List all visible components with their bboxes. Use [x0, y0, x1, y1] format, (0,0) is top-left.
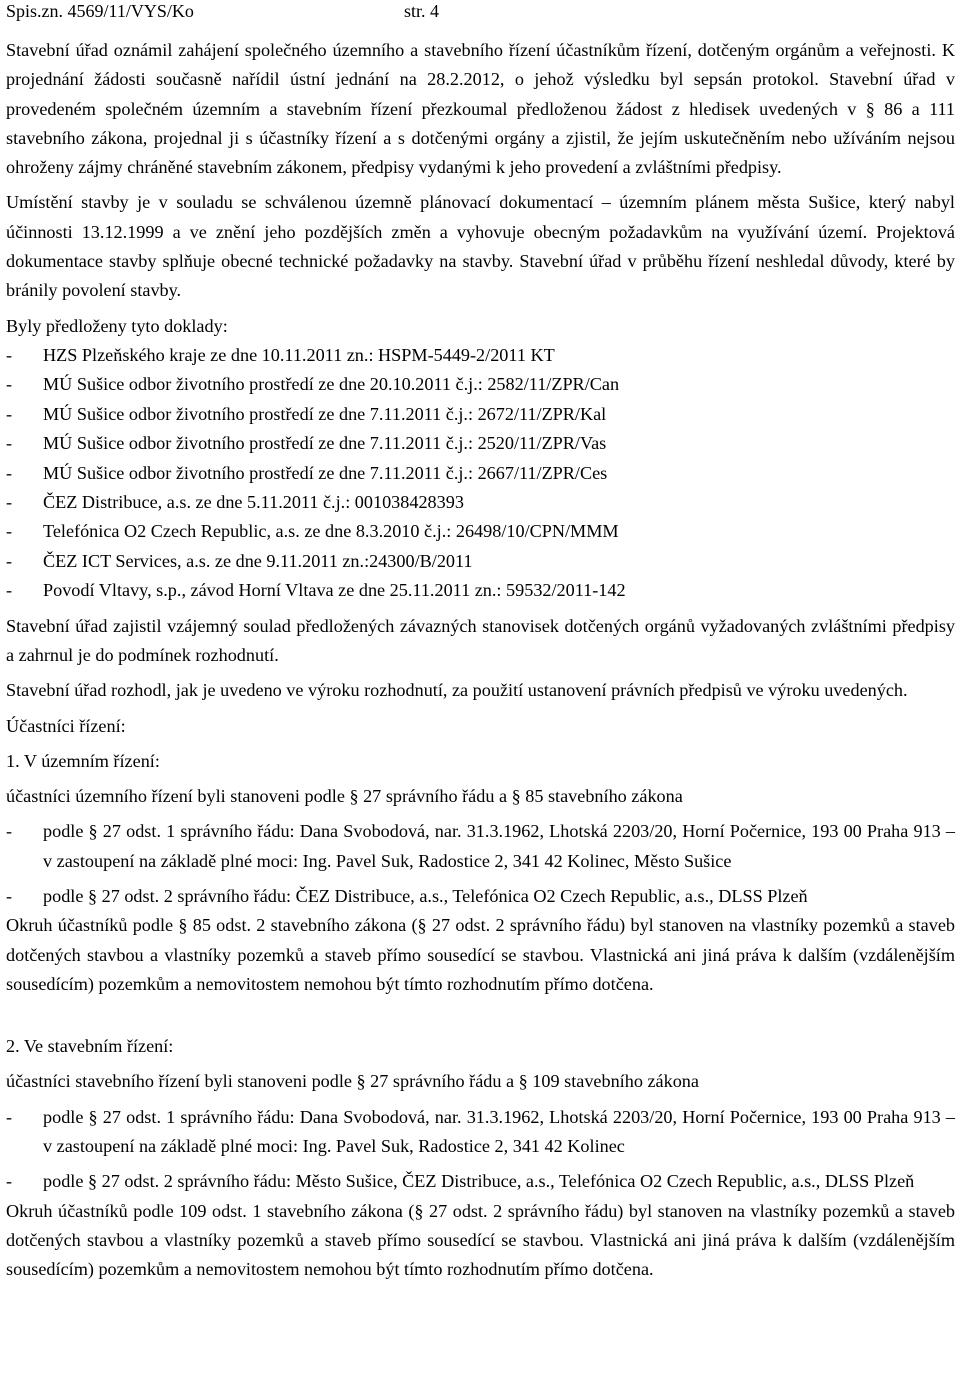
document-body [6, 36, 955, 1285]
file-reference: Spis.zn. 4569/11/VYS/Ko [6, 1, 194, 21]
list-dash: - [6, 821, 13, 842]
list-item [6, 1103, 955, 1162]
page-header [6, 0, 955, 28]
list-item-text: ČEZ ICT Services, a.s. ze dne 9.11.2011 zn.:24300/B/2011 [43, 550, 473, 571]
list-item-text: MÚ Sušice odbor životního prostředí ze dne 7.11.2011 č.j.: 2667/11/ZPR/Ces [43, 462, 608, 483]
list-dash: - [6, 492, 13, 512]
documents-list [6, 341, 955, 606]
section-2-circle: Okruh účastníků podle 109 odst. 1 stavebního zákona (§ 27 odst. 2 správního řádu) byl stanoven na vlastníky pozemků a staveb dotčených stavbou a vlastníky pozemků a staveb přímo sousedící se stavbou. Vlastnická ani jiná práva k dalším (vzdálenějším sousedícím) pozemkům a nemovitostem nemohou být tímto rozhodnutím přímo dotčena. [6, 1200, 955, 1280]
list-item-text: MÚ Sušice odbor životního prostředí ze dne 7.11.2011 č.j.: 2520/11/ZPR/Vas [43, 433, 607, 454]
list-dash: - [6, 374, 13, 395]
list-item [6, 429, 955, 458]
paragraph-announcement: Stavební úřad oznámil zahájení společného územního a stavebního řízení účastníkům řízení, dotčeným orgánům a veřejnosti. K projednání žádosti současně nařídil ústní jednání na 28.2.2012, o jehož výsledku byl sepsán protokol. Stavební úřad v provedeném společném územním a stavebním řízení přezkoumal předloženou žádost z hledisek uvedených v § 86 a 111 stavebního zákona, projednal ji s účastníky řízení a s dotčenými orgány a zjistil, že jejím uskutečněním nebo užíváním nejsou ohroženy zájmy chráněné stavebním zákonem, předpisy vydanými k jeho provedení a zvláštními předpisy. [6, 40, 955, 178]
list-item [6, 400, 955, 429]
page-number: str. 4 [404, 1, 440, 21]
list-item [6, 488, 955, 517]
list-dash: - [6, 886, 13, 906]
list-dash: - [6, 521, 13, 542]
section-1-heading: 1. V územním řízení: [6, 750, 160, 771]
list-item [6, 370, 955, 399]
list-item [6, 817, 955, 876]
list-item [6, 882, 955, 911]
list-dash: - [6, 344, 13, 365]
paragraph-decision: Stavební úřad rozhodl, jak je uvedeno ve výroku rozhodnutí, za použití ustanovení právních předpisů ve výroku uvedených. [6, 680, 908, 701]
section-1-participants [6, 817, 955, 911]
list-item-text: ČEZ Distribuce, a.s. ze dne 5.11.2011 č.j.: 001038428393 [43, 492, 464, 512]
section-2-heading: 2. Ve stavebním řízení: [6, 1036, 174, 1057]
section-1-intro: účastníci územního řízení byli stanoveni podle § 27 správního řádu a § 85 stavebního zákona [6, 786, 683, 807]
list-item-text: MÚ Sušice odbor životního prostředí ze dne 20.10.2011 č.j.: 2582/11/ZPR/Can [43, 374, 620, 395]
list-item-text: podle § 27 odst. 2 správního řádu: Město Sušice, ČEZ Distribuce, a.s., Telefónica O2 Czech Republic, a.s., DLSS Plzeň [43, 1171, 915, 1192]
list-item-text: Telefónica O2 Czech Republic, a.s. ze dne 8.3.2010 č.j.: 26498/10/CPN/MMM [43, 521, 619, 542]
list-item [6, 459, 955, 488]
section-2-participants [6, 1103, 955, 1197]
paragraph-zoning-compliance: Umístění stavby je v souladu se schválenou územně plánovací dokumentací – územním plánem města Sušice, který nabyl účinnosti 13.12.1999 a ve znění jeho pozdějších změn a vyhovuje obecným požadavkům na využívání území. Projektová dokumentace stavby splňuje obecné technické požadavky na stavby. Stavební úřad v průběhu řízení neshledal důvody, které by bránily povolení stavby. [6, 192, 955, 301]
list-item-text: podle § 27 odst. 2 správního řádu: ČEZ Distribuce, a.s., Telefónica O2 Czech Republic, a.s., DLSS Plzeň [43, 886, 808, 906]
list-item-text: podle § 27 odst. 1 správního řádu: Dana Svobodová, nar. 31.3.1962, Lhotská 2203/20, Horní Počernice, 193 00 Praha 913 – v zastoupení na základě plné moci: Ing. Pavel Suk, Radostice 2, 341 42 Kolinec [43, 1106, 955, 1157]
participants-heading: Účastníci řízení: [6, 715, 126, 736]
documents-intro: Byly předloženy tyto doklady: [6, 315, 228, 336]
list-item-text: HZS Plzeňského kraje ze dne 10.11.2011 zn.: HSPM-5449-2/2011 KT [43, 344, 555, 365]
list-dash: - [6, 1171, 13, 1192]
list-dash: - [6, 580, 13, 601]
list-dash: - [6, 403, 13, 424]
list-item-text: podle § 27 odst. 1 správního řádu: Dana Svobodová, nar. 31.3.1962, Lhotská 2203/20, Horní Počernice, 193 00 Praha 913 – v zastoupení na základě plné moci: Ing. Pavel Suk, Radostice 2, 341 42 Kolinec, Město Sušice [43, 821, 955, 871]
list-item [6, 341, 955, 370]
list-dash: - [6, 550, 13, 571]
list-dash: - [6, 462, 13, 483]
list-item [6, 547, 955, 576]
list-item-text: MÚ Sušice odbor životního prostředí ze dne 7.11.2011 č.j.: 2672/11/ZPR/Kal [43, 403, 607, 424]
list-item [6, 1167, 955, 1196]
list-item [6, 576, 955, 605]
paragraph-consistency: Stavební úřad zajistil vzájemný soulad předložených závazných stanovisek dotčených orgánů vyžadovaných zvláštními předpisy a zahrnul je do podmínek rozhodnutí. [6, 615, 955, 665]
list-item [6, 517, 955, 546]
list-dash: - [6, 1106, 13, 1127]
section-2-intro: účastníci stavebního řízení byli stanoveni podle § 27 správního řádu a § 109 stavebního zákona [6, 1071, 699, 1092]
section-1-circle: Okruh účastníků podle § 85 odst. 2 stavebního zákona (§ 27 odst. 2 správního řádu) byl stanoven na vlastníky pozemků a staveb dotčených stavbou a vlastníky pozemků a staveb přímo sousedící se stavbou. Vlastnická ani jiná práva k dalším (vzdálenějším sousedícím) pozemkům a nemovitostem nemohou být tímto rozhodnutím přímo dotčena. [6, 915, 955, 994]
list-item-text: Povodí Vltavy, s.p., závod Horní Vltava ze dne 25.11.2011 zn.: 59532/2011-142 [43, 580, 626, 601]
list-dash: - [6, 433, 13, 454]
